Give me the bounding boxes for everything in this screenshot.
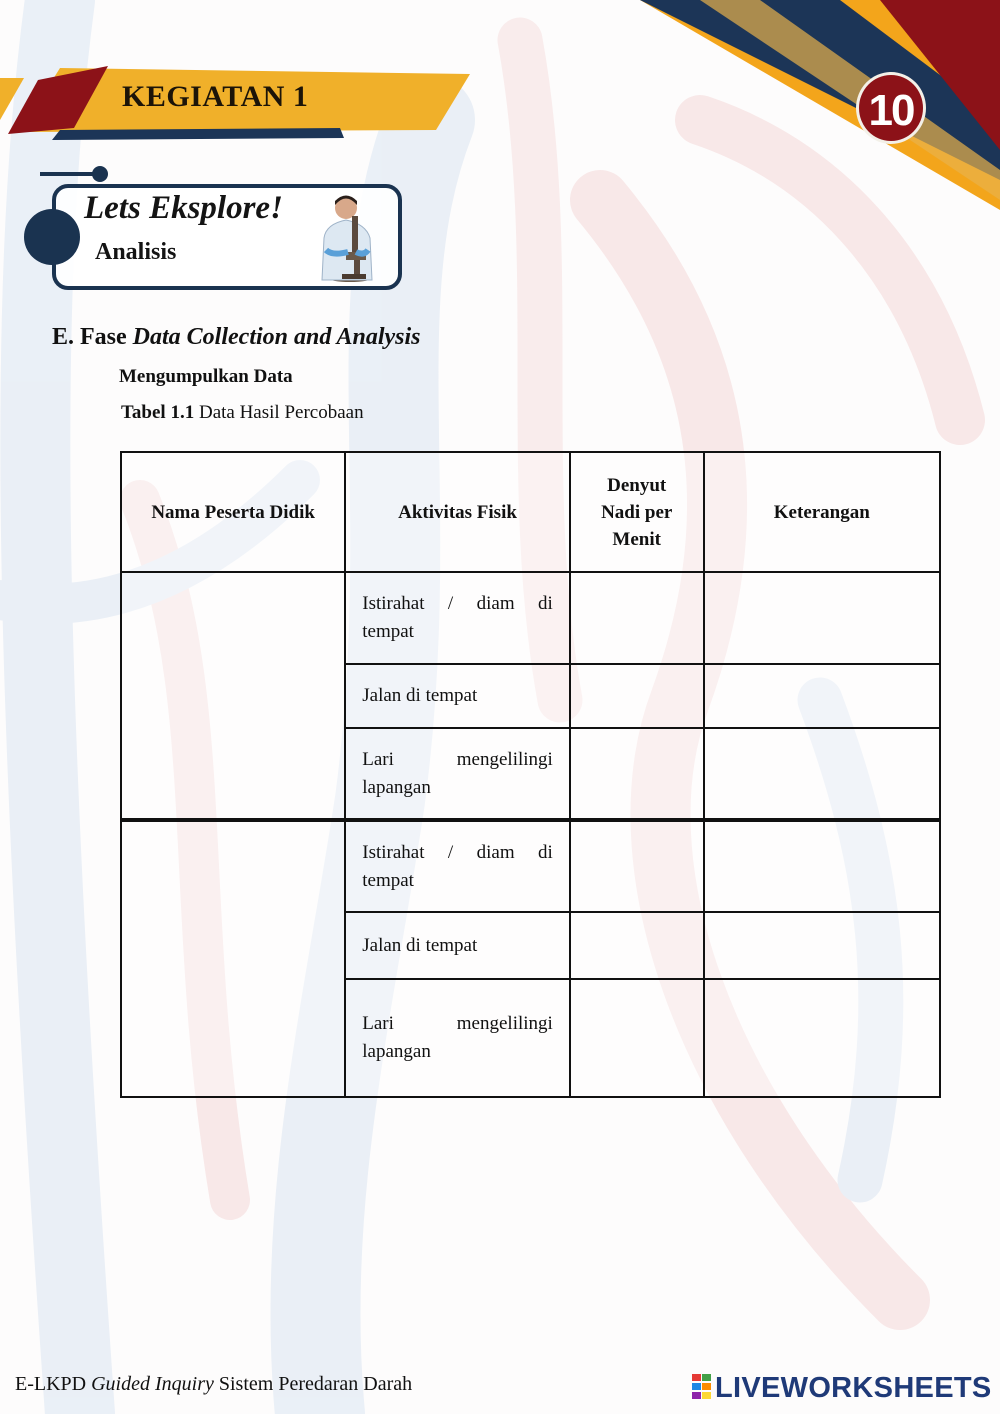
note-input-cell[interactable]	[704, 912, 940, 979]
table-row	[121, 572, 940, 664]
header-nama: Nama Peserta Didik	[121, 452, 345, 572]
note-input-cell[interactable]	[704, 979, 940, 1097]
pulse-input-cell[interactable]	[570, 728, 704, 820]
subheading: Mengumpulkan Data	[119, 366, 293, 387]
pulse-input-cell[interactable]	[570, 912, 704, 979]
liveworksheets-logo[interactable]: LIVEWORKSHEETS	[692, 1372, 992, 1405]
activity-cell: Lari mengelilingi lapangan	[345, 979, 570, 1097]
activity-cell: Istirahat / diam di tempat	[345, 820, 570, 912]
card-connector	[40, 172, 100, 176]
page-number-badge: 10	[856, 72, 926, 144]
name-input-cell[interactable]	[121, 572, 345, 820]
activity-cell: Jalan di tempat	[345, 912, 570, 979]
activity-cell: Istirahat / diam di tempat	[345, 572, 570, 664]
scientist-microscope-icon	[312, 190, 382, 282]
section-heading: E. Fase Data Collection and Analysis	[52, 324, 421, 350]
note-input-cell[interactable]	[704, 728, 940, 820]
header-aktivitas: Aktivitas Fisik	[345, 452, 570, 572]
header-keterangan: Keterangan	[704, 452, 940, 572]
header-denyut: Denyut Nadi per Menit	[570, 452, 704, 572]
pulse-input-cell[interactable]	[570, 979, 704, 1097]
activity-banner-title: KEGIATAN 1	[122, 80, 309, 113]
explore-card-title: Lets Eksplore!	[84, 190, 283, 226]
table-header-row	[121, 452, 940, 572]
activity-cell: Lari mengelilingi lapangan	[345, 728, 570, 820]
name-input-cell[interactable]	[121, 820, 345, 1097]
table-caption: Tabel 1.1 Data Hasil Percobaan	[121, 402, 364, 423]
pulse-input-cell[interactable]	[570, 820, 704, 912]
liveworksheets-icon	[692, 1374, 712, 1400]
note-input-cell[interactable]	[704, 572, 940, 664]
note-input-cell[interactable]	[704, 820, 940, 912]
table-row	[121, 820, 940, 912]
data-table	[120, 451, 941, 1098]
activity-cell: Jalan di tempat	[345, 664, 570, 728]
card-dot	[92, 166, 108, 182]
pulse-input-cell[interactable]	[570, 572, 704, 664]
footer-text: E-LKPD Guided Inquiry Sistem Peredaran Darah	[15, 1373, 413, 1395]
card-circle	[24, 209, 80, 265]
explore-card-subtitle: Analisis	[95, 239, 177, 265]
pulse-input-cell[interactable]	[570, 664, 704, 728]
note-input-cell[interactable]	[704, 664, 940, 728]
